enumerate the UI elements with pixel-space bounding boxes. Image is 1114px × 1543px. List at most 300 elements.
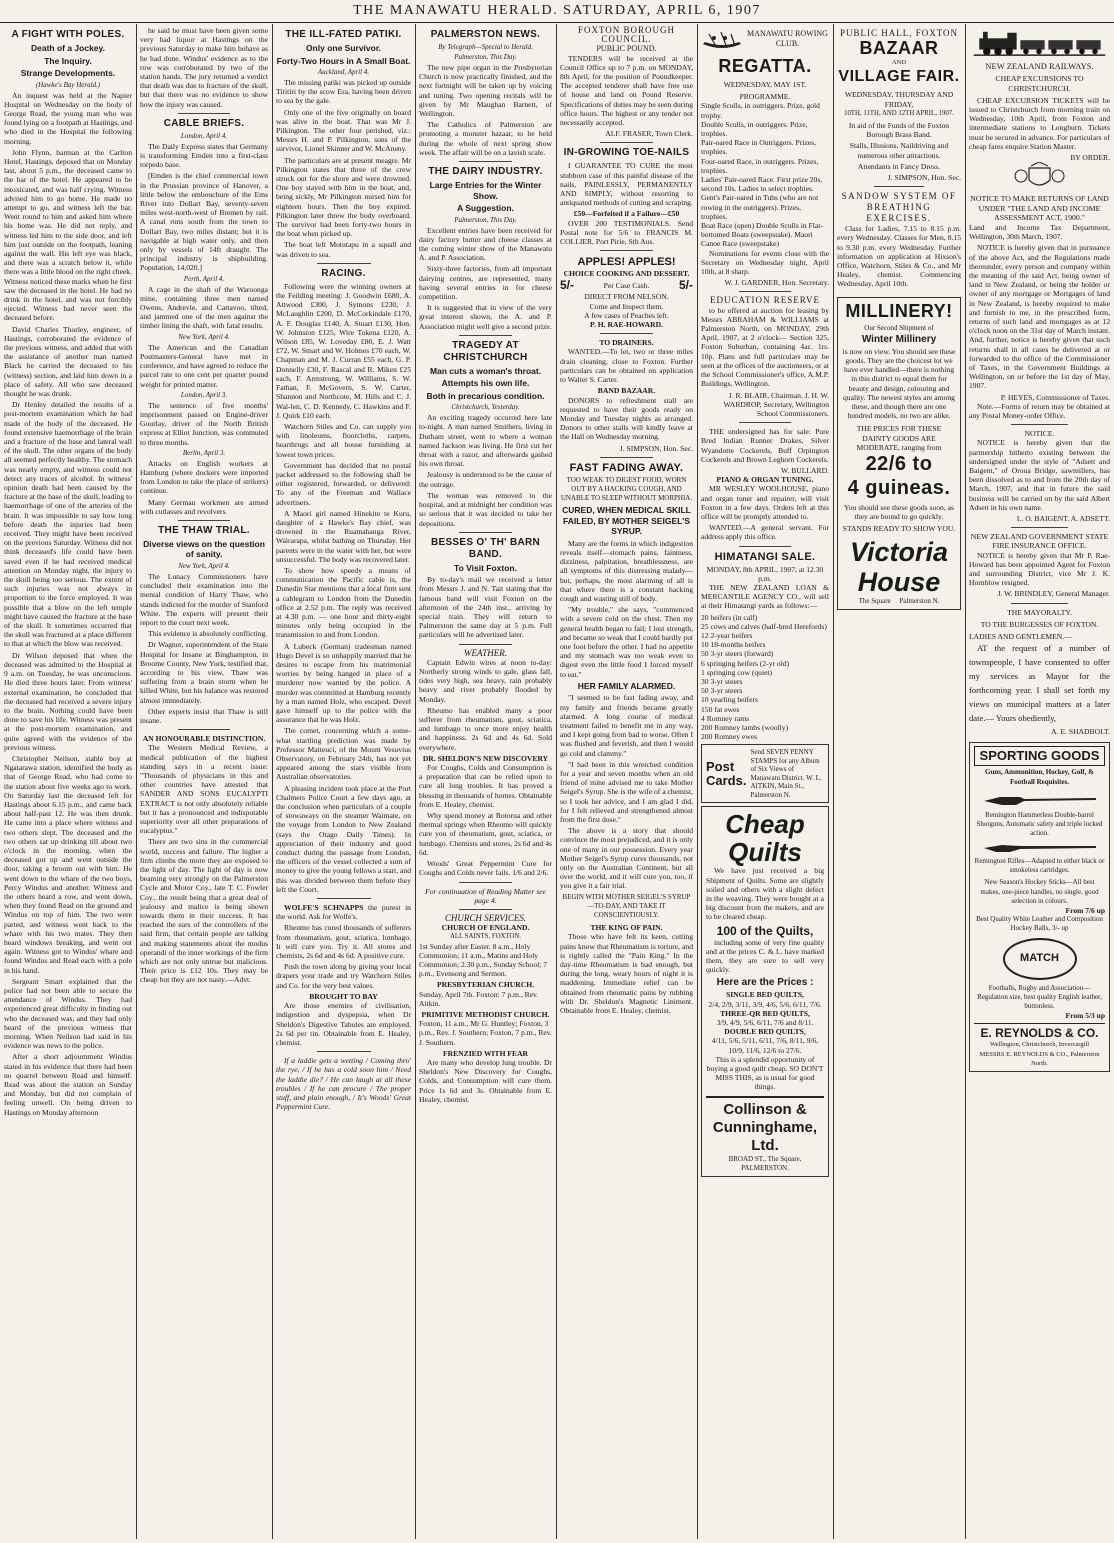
advert-text: Our Second Shipment of bbox=[864, 323, 934, 332]
product-price: From 7/6 up bbox=[1065, 905, 1105, 915]
advert-text: "I seemed to be fast fading away, and my family and friends became greatly alarmed. A long course of medical treatment failed to benefit me in any way, and I kept going from bad to worse. Often I was flushed and feverish, and then I would go cold and clammy." bbox=[560, 693, 693, 758]
advert-text: DIRECT FROM NELSON. bbox=[584, 292, 669, 302]
article-paragraph: Why spend money at Rotorua and other thermal springs when Rheumo will quickly cure you of rheumatism, gout, sciatica, or lumbago. Chemists and stores, 2s 6d and 4s 6d. bbox=[419, 811, 552, 857]
stock-item: 150 fat ewes bbox=[701, 704, 740, 714]
advert-signature: A. E. SHADBOLT. bbox=[1051, 727, 1110, 737]
headline: THE ILL-FATED PATIKI. bbox=[285, 29, 402, 40]
article-paragraph: Sergeant Smart explained that the police had not been able to secure the attendance of Windus. They had experienced great difficulty in finding out who the deceased was, and they had only heard of the previous witness that morning. When Neilson had said in his evidence was news to the police. bbox=[4, 976, 132, 1051]
column-rule bbox=[272, 24, 273, 1539]
article-paragraph: A pleasing incident took place at the Port Chalmers Police Court a few days ago, at the conclusion when particulars of a couple of stowaways on the steamer Waimate, on the voyage from London to New Zealand (says the Otago Daily Times). In appreciation of their industry and good conduct during the passage from London, the officers of the vessel collected a sum of money to give the young fellows a start, and this was divided between them before they left the Court. bbox=[276, 783, 411, 894]
subheading: Death of a Jockey. bbox=[30, 43, 105, 53]
advert-subheading: Winter Millinery bbox=[861, 333, 937, 345]
advert-callout: STANDS READY TO SHOW YOU. bbox=[842, 523, 956, 533]
advert-text: You should see these goods soon, as they are bound to go quickly. bbox=[844, 503, 954, 522]
advert-subheading: CURED, WHEN MEDICAL SKILL FAILED, BY MOTHER SEIGEL'S SYRUP. bbox=[562, 505, 691, 537]
article-paragraph: Dr Wagner, superintendent of the State Hospital for Insane at Binghampton, in Broome County, New York, testified that, according to his view, Thaw was suffering from a brain storm when he killed White, but his balance was restored almost immediately. bbox=[140, 640, 268, 705]
dateline: Auckland, April 4. bbox=[317, 68, 370, 76]
article-paragraph: Christopher Neilson, stable boy at Ngatarawa station, identified the body as that of George Read, who had come to the station about five weeks ago to work. On Saturday last the deceased left for Hastings about 6.15 p.m., and came back about half-past 12. He was then drunk. He came into a place where witness and two others slept. The deceased and the two others sat up drinking till about two o'clock in the morning, when the deceased got up and went outside the door, taking a broom out with him. He went down to the whare of the two boys, Percy Windus and another. Witness and the others heard a row, and went down, when they found Read on the ground and Windus on top of him. The two were parted, and witness went back to the whare with his two mates. They then heard windows breaking, and went out again. Witness got to Windus' whare and found Windus and Read each with a pole in his hand. bbox=[4, 753, 132, 975]
advert-text: NOTICE is hereby given that in pursuance of the above Act, and the Regulations made thereunder, every person and company within the meaning of the said Act, being owner of land in New Zealand, or being the holder or owner of any mortgage or Mortgages of land in New Zealand, is hereby required to make and furnish to me, in the prescribed form, returns of such land and mortgages as at 12 o'clock noon on the 31st day of March instant. And, further, notice is hereby given that such returns shall in all cases be delivered at or forwarded to the office of the Commissioner of Taxes, in the Government Buildings at Wellington, on or before the 1st day of May, 1907. bbox=[969, 243, 1110, 391]
article-paragraph: Push the town along by giving your local drapers your trade and try Watchorn Stiles and Co. for the very best values. bbox=[276, 962, 411, 990]
article-paragraph: To show how speedy a means of communication the Pacific cable is, the Dunedin Star mentions that a local firm sent a cablegram to London from the Dunedin office at 2.52 p.m. The reply was received at 4.30 p.m. — one hour and thirty-eight minutes only being occupied in the transmission to and from London. bbox=[276, 565, 411, 640]
article-paragraph: After a short adjournment Windus stated in his evidence that there had been no quarrel between Read and himself. Read was about the station on Sunday and Monday, but did not complain of feeling unwell. On being driven to Hastings on Monday afternoon bbox=[4, 1052, 132, 1117]
subheading: The Inquiry. bbox=[44, 55, 92, 66]
sporting-goods-advert bbox=[969, 742, 1110, 1071]
price: 4 guineas. bbox=[847, 477, 951, 500]
coat-of-arms-icon bbox=[969, 162, 1110, 192]
article-paragraph: Excellent entries have been received for dairy factory butter and cheese classes at the coming winter show of the Manawatu A. and P. Association. bbox=[419, 225, 552, 263]
advert-signature: W. J. GARDNER, Hon. Secretary. bbox=[724, 278, 829, 288]
firm-name bbox=[706, 1096, 824, 1155]
advert-heading: MILLINERY! bbox=[845, 300, 953, 321]
divider bbox=[178, 113, 229, 114]
price-list: 3/9, 4/9, 5/6, 6/11, 7/6 and 8/11. bbox=[716, 1018, 814, 1028]
divider bbox=[459, 882, 512, 883]
product-text: Best Quality White Leather and Composition Hockey Balls, 3/- up bbox=[976, 915, 1103, 933]
dateline: New York, April 4. bbox=[178, 561, 230, 570]
church-name: PRIMITIVE METHODIST CHURCH. bbox=[421, 1009, 550, 1019]
advert-signature: ALF. FRASER, Town Clerk. bbox=[605, 129, 693, 139]
column-8 bbox=[969, 26, 1110, 1536]
article-paragraph: The Lunacy Commissioners have concluded their examination into the mental condition of Harry Thaw, who stands indicted for the murder of Stanford White. The experts will present their report to the court next week. bbox=[140, 571, 268, 627]
continuation-note: For continuation of Reading Matter see page 4. bbox=[425, 886, 546, 905]
advert-heading: FAST FADING AWAY. bbox=[569, 461, 684, 474]
stock-item: 50 3-yr steers (forward) bbox=[701, 649, 774, 659]
advert-text: the purest in the world. Ask for Wolfe's. bbox=[276, 903, 411, 922]
divider bbox=[459, 644, 512, 645]
verse: If a laddie gets a wetting / Coming thro' the rye, / If he has a cold soon him / Need the laddie die? / He can laugh at all these troubles / If he can procure / The proper stuff, and plain enough, / It's Woods' Great Peppermint Cure. bbox=[276, 1056, 411, 1112]
stock-item: 4 Romney rams bbox=[701, 713, 750, 723]
programme-item: Single Sculls, in outriggers. Prize, gold trophy. bbox=[701, 101, 820, 120]
column-rule bbox=[833, 24, 834, 1539]
article-paragraph: [Emden is the chief commercial town in the Prussian province of Hanover, a little below the embouchure of the Ems River into Dollart Bay, seventy-seven miles west-north-west of Bremen by rail. A canal runs south from the town to Dollart Bay, two miles distant; but it is navigable at high water only, and then only by vessels of 14ft draught. The principal industry is shipbuilding. Population, 14,020.] bbox=[140, 171, 268, 273]
advert-text: MR WESLEY WOOLHOUSE, piano and organ tuner and repairer, will visit Foxton in a few days. Orders left at this office will be promptly attended to. bbox=[701, 484, 829, 521]
advert-text: CHEAP EXCURSION TICKETS will be issued to Christchurch from morning train on Wednesday, 10th April, from Foxton and intermediate stations to Longburn. Tickets must be secured in advance. For particulars of cheap fares enquire Station Master. bbox=[969, 95, 1110, 151]
price-row bbox=[560, 278, 693, 292]
article-paragraph: The boat left Motutapu in a squall and was driven to sea. bbox=[276, 240, 411, 259]
programme-item: Gent's Pair-oared in Tubs (who are not rowing in the outriggers). Prizes, trophies. bbox=[701, 193, 819, 221]
firm-name-line: Collinson & bbox=[723, 1100, 807, 1118]
column-6 bbox=[701, 26, 829, 1536]
divider bbox=[1011, 603, 1067, 604]
masthead: THE MANAWATU HERALD. SATURDAY, APRIL 6, 1907 bbox=[0, 0, 1114, 23]
stock-item: 50 3-yr steers bbox=[701, 686, 743, 696]
dateline: Berlin, April 3. bbox=[182, 448, 226, 457]
advert-text: NOTICE is hereby given that Mr P. Rae-Howard has been appointed Agent for Foxton and surrounding District, vice Mr J. K. Hornblow resigned. bbox=[969, 550, 1110, 588]
divider bbox=[600, 333, 653, 334]
article-paragraph: An exciting tragedy occurred here late to-night. A man named Smithers, living in Durham street, went to where a woman named Jackson was living. He first cut her throat with a razor, and afterwards gashed his own throat. bbox=[419, 413, 552, 469]
telegraph-line: By Telegraph—Special to Herald. bbox=[438, 43, 533, 51]
advert-heading: IN-GROWING TOE-NAILS bbox=[563, 147, 690, 159]
price-list: 2/4, 2/9, 3/11, 3/9, 4/6, 5/6, 6/11, 7/6. bbox=[708, 999, 822, 1009]
subheading: BROUGHT TO BAY bbox=[309, 991, 378, 1001]
divider bbox=[874, 186, 924, 187]
firm-name: E. REYNOLDS & CO. bbox=[974, 1023, 1105, 1040]
article-paragraph: Watchorn Stiles and Co. can supply you with linoleums, floorcloths, carpets, hearthrugs and all house furnishing at lowest town prices. bbox=[276, 421, 411, 459]
divider bbox=[600, 250, 653, 251]
price: 22/6 to bbox=[865, 453, 933, 476]
column-4 bbox=[419, 26, 552, 1536]
subheading: A Suggestion. bbox=[457, 203, 514, 214]
church-name: CHURCH OF ENGLAND. bbox=[441, 923, 530, 933]
advert-text: DONORS to refreshment stall are requested to have their goods ready on Monday and Tuesday nights as arranged. Donors to other stalls will kindly leave at the Hall on Wednesday morning. bbox=[560, 395, 693, 442]
advert-date: Land and Income Tax Department, Wellington, 30th March, 1907. bbox=[969, 222, 1110, 242]
subheading: To Visit Foxton. bbox=[454, 562, 517, 573]
advert-signature: J. SIMPSON, Hon. Sec. bbox=[619, 443, 693, 453]
postcard-advert bbox=[701, 744, 829, 803]
subheading: Man cuts a woman's throat. bbox=[429, 365, 542, 376]
article-paragraph: Jealousy is understood to be the cause of the outrage. bbox=[419, 470, 552, 489]
advert-heading: SANDOW SYSTEM OF BREATHING EXERCISES. bbox=[841, 191, 957, 224]
column-rule bbox=[697, 24, 698, 1539]
article-paragraph: Dr Henley detailed the results of a post-mortem examination which he had made of the body of the deceased. He found extensive haemorrhage of the brain and a fracture of the base and lateral wall of the skull. The other organs of the body all seemed perfectly healthy. The stomach was nearly empty, and witness could not detect any traces of alcohol. In witness' opinion death had been caused by the fracture at the base of the skull, leading to haemorrhage of one of the arteries of the brain. It was impossible to say how long before death the injuries had been received. They might have been received on the previous Saturday. Witness did not think deceased's life could have been saved even if he had received medical attention on Monday night, the injury to the skull being too serious. The extent of such injuries was not always in proportion to the force employed. It was possible that a blow on the left temple might have caused the fracture at the base of the skull. It sometimes occurred that the skull was fractured at a place different to that at which the blow was received. bbox=[4, 400, 132, 649]
salutation: LADIES AND GENTLEMEN.— bbox=[969, 632, 1072, 642]
advert-signature: W. BULLARD. bbox=[780, 465, 829, 475]
dateline: Palmerston, This Day. bbox=[454, 215, 517, 224]
advert-subheading: PROGRAMME. bbox=[739, 92, 791, 102]
advert-subheading: TO THE BURGESSES OF FOXTON. bbox=[980, 619, 1099, 629]
programme-item: Double Sculls, in outriggers. Prize, trophies. bbox=[701, 119, 808, 139]
stock-item: 1 springing cow (quiet) bbox=[701, 667, 773, 677]
headline: TRAGEDY AT CHRISTCHURCH bbox=[443, 339, 528, 363]
advert-signature: P. HEYES, Commissioner of Taxes. bbox=[1000, 392, 1110, 402]
article-paragraph: An inquest was held at the Napier Hospital on Wednesday on the body of George Read, the young man who was found lying on a footpath at Hastings, and who died in the Hospital the following morning. bbox=[4, 90, 132, 146]
subheading: Only one Survivor. bbox=[305, 43, 382, 53]
advert-heading: VILLAGE FAIR. bbox=[838, 68, 960, 86]
stock-item: 6 springing heifers (2-yr old) bbox=[701, 658, 790, 668]
article-paragraph: This evidence is absolutely conflicting. bbox=[148, 629, 268, 639]
subheading: FRENZIED WITH FEAR bbox=[442, 1048, 529, 1058]
headline: CABLE BRIEFS. bbox=[163, 117, 245, 129]
article-paragraph: Government has decided that no postal packet addressed to the following shall be either registered, forwarded, or delivered: To any of the Freeman and Wallace advertisers. bbox=[276, 460, 411, 507]
store-name: House bbox=[857, 566, 941, 597]
article-paragraph: The missing patiki was picked up outside Tiritiri by the scow Era, having been driven to sea by the gale. bbox=[276, 78, 411, 106]
store-name: Victoria bbox=[849, 536, 949, 567]
article-paragraph: Captain Edwin wires at noon to-day: Northerly strong winds to gale, glass fall, tides very high, sea heavy, rain probably heavy and river probably flooded by Monday. bbox=[419, 657, 552, 704]
railway-train-icon bbox=[969, 29, 1110, 57]
article-paragraph: Rheumo has cured thousands of sufferers from rheumatism, gout, sciatica, lumbago. It will cure you. Try it. All stores and chemists, 2s 6d and 4s 6d. A positive cure. bbox=[276, 923, 411, 961]
article-paragraph: By to-day's mail we received a letter from Messrs J. and N. Tait stating that the famous band will visit Foxton on the afternoon of the 24th inst., arriving by special train. They will return to Palmerston the same day at 5 p.m. Full particulars will be advertised later. bbox=[419, 575, 552, 640]
article-paragraph: A cage in the shaft of the Waroonga mine, containing three men named Owens, Andrevle, and Cattavoo, tilted, and jammed one of the men against the timber lining the shaft, with fatal results. bbox=[140, 284, 268, 331]
dateline: Perth, April 4. bbox=[183, 274, 225, 283]
advert-heading: Post Cards. bbox=[706, 758, 747, 788]
article-paragraph: The Daily Express states that Germany is transforming Emden into a first-class torpedo base. bbox=[140, 141, 268, 170]
advert-subheading: Guns, Ammunition, Hockey, Golf, & Football Requisites. bbox=[985, 768, 1094, 786]
divider bbox=[317, 898, 371, 899]
store-address: The Square Palmerston N. bbox=[858, 596, 940, 605]
product-text: Remington Hammerless Double-barrel Shotguns, Automatic safety and triple locked action. bbox=[976, 811, 1103, 838]
stock-item: 25 cows and calves (half-bred Herefords) bbox=[701, 621, 827, 631]
divider bbox=[459, 909, 512, 910]
article-paragraph: Sixty-three factories, from all important dairying centres, are represented, many having several entries in for cheese competition. bbox=[419, 264, 552, 301]
divider bbox=[317, 263, 371, 264]
advert-heading: HIMATANGI SALE. bbox=[714, 550, 816, 563]
divider bbox=[459, 335, 512, 336]
programme-item: Boat Race (open) Double Sculls in Flat-bottomed Boats (sweepstake). Maori Canoe Race (sweepstake) bbox=[701, 221, 823, 249]
advert-text: TENDERS will be received at the Council Office up to 7 p.m. on MONDAY, 8th April, for the position of Poundkeeper. The accepted tenderer shall have free use of house and land on Pound Reserve. Specifications of duties may be seen during office hours. The highest or any tender not necessarily accepted. bbox=[560, 53, 693, 128]
price: 5/- bbox=[678, 278, 693, 293]
advert-heading: NOTICE TO MAKE RETURNS OF LAND UNDER "THE LAND AND INCOME ASSESSMENT ACT, 1900." bbox=[970, 194, 1109, 223]
advert-heading: THE KING OF PAIN. bbox=[590, 923, 663, 933]
advert-text: AND bbox=[891, 59, 907, 67]
headline: PALMERSTON NEWS. bbox=[430, 29, 541, 40]
advert-text: The above is a story that should convince the most prejudiced, and it is only one of many in our possession. Every year Mother Seigel's Syrup cures thousands, not only on the Australian Continent, but all over the world, and it will cure you, too, if you give it a fair trial. bbox=[560, 826, 693, 891]
advert-subheading: HER FAMILY ALARMED. bbox=[577, 680, 676, 691]
column-rule bbox=[136, 24, 137, 1539]
advert-text: NOTICE is hereby given that the partnership hitherto existing between the undersigned under the style of "Adsett and Baigent," of Oroua Bridge, sawmillers, has been dissolved as to and from the 20th day of March, 1907, and that in future the said business will be carried on by the said Albert Adsett in his own name. bbox=[969, 438, 1110, 512]
service-times: 1st Sunday after Easter. 8 a.m., Holy Communion; 11 a.m., Matins and Holy Communion; 2.30 p.m., Sunday School; 7 p.m., Evensong and Sermon. bbox=[419, 941, 548, 979]
advert-text: including some of very fine quality and at the prices C. & L. have marked them, they are sure to sell very quickly. bbox=[706, 937, 824, 975]
advert-signature: L. O. BAIGENT. A. ADSETT. bbox=[1016, 514, 1110, 524]
dateline: (Hawke's Bay Herald.) bbox=[35, 80, 101, 89]
advert-text: Nominations for events close with the Secretary on Wednesday night, April 10th, at 8 sharp. bbox=[701, 248, 829, 277]
stock-item: 20 heifers (in calf) bbox=[701, 612, 758, 622]
article-paragraph: For Coughs, Colds and Consumption is a preparation that can be relied upon to cure all lung troubles. It has proved a blessing in thousands of homes. Obtainable from E. Healey, chemist. bbox=[419, 763, 552, 809]
advert-note: Note.—Forms of return may be obtained at any Postal Money-order Office. bbox=[969, 401, 1110, 420]
advert-text: is now on view. You should see these goods. They are the choicest lot we have ever handled—there is nothing in this district to equal them for beauty and design, colouring and quality. The newest styles are among these, and though there are one hundred models, no two are alike. bbox=[842, 346, 956, 421]
advert-heading: NEW ZEALAND RAILWAYS. bbox=[985, 61, 1094, 72]
stock-item: 10 18-months heifers bbox=[701, 640, 766, 650]
advert-text: OVER 200 TESTIMONIALS. Send Postal note for 5/6 to FRANCIS M. COLLIER, Port Pirie, Sth Aus. bbox=[560, 218, 693, 247]
advert-heading: BAZAAR bbox=[859, 38, 939, 59]
column-rule bbox=[556, 24, 557, 1539]
dateline: Palmerston, This Day. bbox=[454, 53, 517, 61]
article-paragraph: David Charles Thorley, engineer, of Hastings, corroborated the evidence of the previous witness, and added that with the assistance of another man named Black he carried the deceased to his (witness) section, and laid him down in a place of safety. All who saw deceased thought he was drunk. bbox=[4, 324, 132, 398]
article-paragraph: The woman was removed to the hospital, and at midnight her condition was so serious that it was decided to take her depositions. bbox=[419, 490, 552, 528]
article-paragraph: Many German workmen are armed with cutlasses and revolvers. bbox=[140, 497, 268, 516]
article-paragraph: Are those enemies of civilisation, indigestion and dyspepsia, when Dr Sheldon's Digestive Tabules are employed. 2s 6d per tin. Obtainable from E. Healey, chemist. bbox=[276, 1001, 411, 1047]
programme-item: Ladies' Pair-oared Race. First prize 20s, second 10s. Ladies to select trophies. bbox=[701, 175, 823, 194]
advert-subheading: Here are the Prices : bbox=[716, 977, 814, 989]
column-rule bbox=[965, 24, 966, 1539]
dateline: New York, April 4. bbox=[178, 332, 230, 341]
advert-heading: SPORTING GOODS bbox=[974, 746, 1105, 766]
firm-branches: Wellington, Christchurch, Invercargill bbox=[990, 1041, 1089, 1049]
rifle-icon bbox=[980, 839, 1100, 855]
advert-text: "I had been in this wretched condition for a year and seven months when an old friend of mine advised me to take Mother Seigel's Syrup. She is the wife of a chemist, so I took her advice, and I am glad I did, for I felt relieved and strengthened almost from the first dose." bbox=[560, 759, 693, 825]
programme-item: Pair-oared Race in Outriggers. Prizes, trophies. bbox=[701, 138, 816, 157]
service-times: Sunday, April 7th. Foxton: 7 p.m., Rev. Aitkin. bbox=[419, 989, 539, 1008]
advert-text: This is a splendid opportunity of buying a good quilt cheap. SO DON'T MISS THIS, as is usual for good things. bbox=[706, 1054, 824, 1092]
advert-text: A few cases of Peaches left. bbox=[584, 310, 669, 320]
advert-text: I GUARANTEE TO CURE the most stubborn case of this painful disease of the nails, PAINLESSLY, PERMANENTLY AND SIMPLY, without resorting to antiquated methods of cutting and scraping. bbox=[560, 161, 693, 208]
stock-item: 200 Romney lambs (woolly) bbox=[701, 723, 789, 732]
subheading: Attempts his own life. bbox=[441, 378, 530, 389]
advert-subheading: CHOICE COOKING AND DESSERT. bbox=[563, 269, 690, 279]
divider bbox=[459, 532, 512, 533]
price-category: THREE-QR BED QUILTS, bbox=[720, 1008, 810, 1018]
article-paragraph: Dr Wilson deposed that when the deceased was admitted to the Hospital at 9 a.m. on Tuesday, he was unconscious. He died three hours later. From witness' external examination, he concluded that the deceased had received a severe injury to the brain. Nothing could have been done to save his life. Witness was present at the post-mortem examination, and quite agreed with the evidence of the previous witness. bbox=[4, 650, 132, 752]
subheading: WEATHER. bbox=[464, 647, 507, 658]
advert-text: We have just received a big Shipment of Quilts. Some are slightly soiled and others with a slight defect in the weaving. They were bought at a big discount from the makers, and are to be cleared cheap. bbox=[706, 866, 824, 922]
article-paragraph: Are many who develop lung trouble. Dr Sheldon's New Discovery for Coughs, Colds, and Consumption will cure them. Price 1s 6d and 3s. Obtainable from E. Healey, chemist. bbox=[419, 1057, 552, 1104]
article-paragraph: A Maori girl named Hinekite te Kuru, daughter of a Hawke's Bay chief, was drowned in the Ruamahanga River, Wairarapa, whilst bathing on Thursday. Her parents were in the water with her, but were unsuccessful. The body was recovered later. bbox=[276, 508, 411, 564]
advert-callout: £50—Forfeited if a Failure—£50 bbox=[573, 209, 680, 219]
advert-date: WEDNESDAY, THURSDAY AND FRIDAY, bbox=[844, 90, 954, 109]
article-paragraph: The comet, concerning which a some-what startling prediction was made by Professor Matteuci, of the Mount Vesuvius Observatory, on February 24th, has not yet appeared among the stars visible from Australian observatories. bbox=[276, 726, 411, 782]
article-paragraph: It is suggested that in view of the very great interest shown, the A. and P. Association might well give a second prize. bbox=[419, 303, 552, 331]
subheading: Large Entries for the Winter Show. bbox=[429, 180, 542, 201]
dateline: London, April 4. bbox=[180, 131, 228, 140]
divider bbox=[178, 729, 229, 730]
column-5 bbox=[560, 26, 693, 1536]
advert-heading: REGATTA. bbox=[718, 56, 812, 76]
divider bbox=[459, 161, 512, 162]
article-paragraph: The Western Medical Review, a medical publication of the highest standing says in a recent issue: "Thousands of physicians in this and other countries have attested that SANDER AND SONS EUCALYPTI EXTRACT is not only absolutely reliable but it has a pronounced and indisputable superiority over all other preparations of eucalyptus." bbox=[140, 743, 268, 836]
firm-address: MESSRS E. REYNOLDS & CO., Palmerston North. bbox=[979, 1050, 1100, 1067]
advert-text: In aid of the Funds of the Foxton Borough Brass Band. bbox=[848, 121, 950, 140]
advert-signature: P. H. RAE-HOWARD. bbox=[590, 320, 663, 330]
firm-address: BROAD ST., The Square, PALMERSTON. bbox=[728, 1154, 802, 1172]
advert-callout: 100 of the Quilts, bbox=[716, 923, 814, 938]
product-text: Remington Rifles—Adapted to either black or smokeless cartridges. bbox=[974, 856, 1105, 875]
advert-text: Those who have felt its keen, cutting pains know that Rheumatism is torture, and is rightly called the "Pain King." In the day-time Rheumatism is bad enough, but during the long, weary hours of night it is maddening. Immediate relief can be obtained from rheumatic pains by rubbing with Dr. Sheldon's Magnetic Liniment. Obtainable from E. Healey, chemist. bbox=[560, 932, 693, 1016]
column-rule bbox=[415, 24, 416, 1539]
divider bbox=[600, 457, 653, 458]
shotgun-icon bbox=[980, 789, 1100, 809]
advert-heading: PUBLIC HALL, FOXTON bbox=[839, 28, 959, 38]
advert-text: THE undersigned has for sale: Pure Bred Indian Runner Drakes, Silver Wyandotte Cockerels, Buff Orpington Cockerels and Brown Leghorn Cockerels. bbox=[701, 427, 829, 464]
advert-text: to be offered at auction for leasing by Messrs ABRAHAM & WILLIAMS at Palmerston North, on MONDAY, 29th April, 1907, at 2 o'clock— Section 325, Foxton Suburban, containing 4ac. 1rs. 10p. Plans and full particulars may be seen at the offices of the auctioneers, or at the School Commissioner's office, A.M.P. Buildings, Wellington. bbox=[701, 305, 829, 389]
advert-heading: FOXTON BOROUGH COUNCIL. bbox=[577, 26, 676, 45]
church-parish: ALL SAINTS, FOXTON. bbox=[450, 933, 521, 941]
column-7 bbox=[837, 26, 961, 1536]
advert-signature: J. SIMPSON, Hon. Sec. bbox=[887, 173, 961, 183]
advert-text: WANTED.—A general servant. For address apply this office. bbox=[701, 523, 829, 542]
column-2 bbox=[140, 26, 268, 1536]
divider bbox=[600, 142, 653, 143]
divider bbox=[1011, 527, 1067, 528]
quilts-advert bbox=[701, 806, 829, 1177]
advert-heading: Cheap bbox=[725, 809, 805, 840]
subheading: CHURCH SERVICES. bbox=[444, 912, 527, 923]
article-paragraph: Woods' Great Peppermint Cure for Coughs and Colds never fails. 1/6 and 2/6. bbox=[419, 859, 552, 878]
price: 5/- bbox=[560, 278, 575, 293]
advert-subheading: PUBLIC POUND. bbox=[596, 44, 657, 54]
advert-text: "My trouble," she says, "commenced with a severe cold on the chest. Then my general health began to fail; I lost strength, and became so weak that I could hardly put one foot before the other. I had no appetite and my stomach was too weak even to digest even the little food I forced myself to eat." bbox=[560, 605, 693, 679]
advert-heading: EDUCATION RESERVE bbox=[709, 295, 821, 306]
advert-date: MONDAY, 8th APRIL, 1907, at 12.30 p.m. bbox=[706, 564, 824, 583]
stock-item: 30 3-yr steers bbox=[701, 676, 743, 686]
article-paragraph: A Lubeck (German) tradesman named Hugo Devel is so unhappily married that he desires to escape from his matrimonial worries by being hanged in place of a murderer now wanted by the police. A murder was committed at Hamburg recently by a man named Holz, who escaped. Devel gave himself up to the police with the assurance that he was Holz. bbox=[276, 641, 411, 725]
article-paragraph: The particulars are at present meagre. Mr Pilkington states that three of the crew struck out for the shore and were drowned. One boy stayed with him in the boat, and, being sickly, Mr Pilkington nursed him for eighteen hours. Then the boy expired. Pilkington later threw the body overboard. The survivor had been forty-two hours in the boat when picked up. bbox=[276, 155, 411, 239]
advert-signature: BY ORDER. bbox=[1070, 153, 1110, 163]
subheading: Forty-Two Hours in A Small Boat. bbox=[276, 55, 411, 66]
advert-text: WANTED.—To let, two or three miles drain cleaning, close to Foxton. Further particulars can be obtained on application to Walter S. Carter. bbox=[560, 347, 693, 385]
article-paragraph: Rheumo has enabled many a poor sufferer from rheumatism, gout, sciatica, and lumbago to once more enjoy health and happiness. 2s 6d and 4s 6d. Sold everywhere. bbox=[419, 705, 552, 752]
advert-text: Send SEVEN PENNY STAMPS for any Album of Six Views of Manawatu District. W. L. AITKIN, Main St., Palmerston N. bbox=[750, 748, 822, 799]
dateline: Christchurch, Yesterday. bbox=[451, 403, 520, 412]
price-note: Per Case Cash. bbox=[603, 280, 650, 290]
advert-text: THE NEW ZEALAND LOAN & MERCANTILE AGENCY CO., will sell at their Himatangi yards as follows:— bbox=[701, 582, 829, 611]
article-paragraph: There are two sins in the commercial world, success and failure. The higher a firm climbs the more they are exposed to the light of day. The light of day is now beaming very strongly on the Palmerston Cycle and Motor Coy., late T. C. Fowler Coy., the result being that a great deal of jealousy and malice is being shown towards them in their success. It has reached the ears of the controllers of the said firm, that certain people are talking and making statements about the modus operandi of the inner workings of the firm which are not only untrue but malicious. Their price is £12 10s. They may be cheap but they are not nasty.—Advt. bbox=[140, 837, 268, 985]
column-3 bbox=[276, 26, 411, 1536]
advert-heading: Quilts bbox=[728, 837, 802, 868]
advert-date: WEDNESDAY, MAY 1ST. bbox=[723, 80, 807, 89]
advert-signature: J. W. BRINDLEY, General Manager. bbox=[997, 589, 1110, 599]
headline: THE DAIRY INDUSTRY. bbox=[428, 166, 543, 178]
advert-heading: NEW ZEALAND GOVERNMENT STATE FIRE INSURANCE OFFICE. bbox=[970, 532, 1109, 551]
stock-item: 12 2-year heifers bbox=[701, 630, 753, 640]
headline: A FIGHT WITH POLES. bbox=[11, 29, 125, 40]
rowing-header bbox=[701, 26, 829, 52]
advert-subheading: CHEAP EXCURSIONS TO CHRISTCHURCH. bbox=[995, 74, 1084, 93]
divider bbox=[1011, 424, 1067, 425]
product-text: New Season's Hockey Sticks—All best makes, one-piece handles, no single, good selection in colours. bbox=[980, 878, 1099, 905]
subheading: AN HONOURABLE DISTINCTION. bbox=[142, 734, 266, 744]
divider bbox=[178, 520, 229, 521]
subheading: Both in precarious condition. bbox=[426, 390, 545, 401]
divider bbox=[317, 1051, 371, 1052]
divider bbox=[739, 422, 790, 423]
advert-callout: BEGIN WITH MOTHER SEIGEL'S SYRUP—TO-DAY, AND TAKE IT CONSCIENTIOUSLY. bbox=[562, 892, 691, 920]
logo-text: MATCH bbox=[1020, 951, 1059, 964]
advert-text: AT the request of a number of townspeople, I have consented to offer my services as Mayor for the forthcoming year. I shall set forth my views on municipal matters at a later date.— Yours obediently, bbox=[969, 643, 1110, 724]
advert-heading: MANAWATU ROWING CLUB. bbox=[747, 29, 828, 48]
advert-signature: J. R. BLAIR, Chairman. J. H. W. WARDROP, Secretary, Wellington School Commissioners. bbox=[723, 390, 829, 418]
article-paragraph: Other experts insist that Thaw is still insane. bbox=[140, 706, 268, 725]
advert-text: THE PRICES FOR THESE DAINTY GOODS ARE MODERATE, ranging from bbox=[856, 424, 942, 452]
firm-name-line: Cunninghame, Ltd. bbox=[712, 1118, 818, 1154]
subheading: Strange Developments. bbox=[20, 68, 116, 78]
advert-text: Class for Ladies, 7.15 to 8.15 p.m. every Wednesday. Classes for Men, 8.15 to 9.30 p.m. every Wednesday. Further information on application at Hixson's Office, Watchorn, Stiles & Co., and Mr Healey, chemist. Commencing Wednesday, April 10th. bbox=[837, 224, 961, 289]
product-price: From 5/3 up bbox=[1065, 1011, 1105, 1021]
advert-heading: PIANO & ORGAN TUNING. bbox=[716, 475, 814, 485]
church-name: PRESBYTERIAN CHURCH. bbox=[436, 980, 535, 990]
headline: THE THAW TRIAL. bbox=[158, 524, 250, 536]
price-category: DOUBLE BED QUILTS, bbox=[724, 1027, 806, 1037]
headline: RACING. bbox=[321, 267, 366, 279]
article-paragraph: The sentence of five months' imprisonment passed on Engine-driver Gourlay, driver of the North British express at Elliot Junction, was commuted to three months. bbox=[140, 400, 268, 447]
article-paragraph: Following were the winning owners at the Feilding meeting: J. Goodwin £680, A. Attwood £300, J. Symons £230, J. McLaughlin £200, D. McCorkindale £170, A. F. Douglas £140, A. Stuart £130, Hon. W. Johnston £125, Wire Tokena £120, A. Wilson £85, W. Loveday £80, E. J. Watt £72, W. Smart and W. Holmes £70 each, W. Chapman and M. J. Curran £55 each, G. P. Donnelly £30, F. Rascal and R. Miken £25 each, F. Armstrong, W. Williams, S. W. Fathan, F. McGovern, S. W. Carter, Shannon and Northcote, M. Hills and C. J. Wal-len, C. D. Kennedy, C. Hawkins and F. J. Quirk £10 each. bbox=[276, 281, 411, 420]
article-paragraph: he said he must have been given some very bad liquor at Hastings on the previous Saturday to make him behave as he had done. Windus' evidence as to the row was corroborated by two of the station hands. The jury returned a verdict that death was due to fracture of the skull, but that there was no evidence to show how the injury was caused. bbox=[140, 26, 268, 109]
advert-text: Attendants in Fancy Dress. bbox=[857, 161, 941, 171]
programme-item: Four-oared Race, in outriggers. Prizes, trophies. bbox=[701, 156, 819, 175]
subheading: Diverse views on the question of sanity. bbox=[143, 538, 265, 560]
article-paragraph: John Flynn, barman at the Carlton Hotel, Hastings, deposed that on Monday last, about 5 p.m., the deceased came to the bar of the hotel. He appeared to be intoxicated, and was half crying. Witness advised him to go home. He made no attempt to go, and witness left the bar. Went round to him and asked him where his home was. He did not reply, and witness led him to the side door, and left him just outside on the footpath, leaning against the wall. His left eye was black, and there was a scratch below it, while there was a little blood on the right cheek. Witness noticed these marks when he first saw the deceased in the hotel. He had no drink in the hotel, and was not forcibly ejected. Witness had never seen the deceased before. bbox=[4, 147, 132, 323]
advert-heading: APPLES! APPLES! bbox=[577, 256, 676, 269]
millinery-advert bbox=[837, 297, 961, 610]
divider bbox=[739, 546, 790, 547]
article-paragraph: Attacks on English workers at Hamburg (where dockers were imported from London to take the place of strikers) continue. bbox=[140, 458, 268, 496]
advert-subheading: TOO WEAK TO DIGEST FOOD, WORN OUT BY A HACKING COUGH, AND UNABLE TO SLEEP WITHOUT MORPHIA. bbox=[560, 475, 693, 503]
column-1 bbox=[4, 26, 132, 1536]
advert-date: 10TH, 11TH, AND 12TH APRIL, 1907. bbox=[844, 109, 954, 117]
advert-heading: WOLFE'S SCHNAPPS bbox=[284, 903, 364, 913]
football-logo bbox=[1003, 938, 1077, 980]
advert-text: Many are the forms in which indigestion reveals itself—stomach pains, faintness, dizziness, palpitation, breathlessness, are all symptoms of this distressing malady—but, perhaps, the most alarming of all is that where there is a constant hacking cough and wasting still of body. bbox=[560, 538, 693, 604]
headline: BESSES O' TH' BARN BAND. bbox=[430, 536, 541, 560]
advert-heading: TO DRAINERS. bbox=[599, 338, 654, 348]
advert-heading: THE MAYORALTY. bbox=[1007, 607, 1072, 617]
service-times: Foxton, 11 a.m., Mr G. Huntley; Foxton, 3 p.m., Rev. J. Southern; Foxton, 7 p.m., Rev. J. Southern. bbox=[419, 1019, 552, 1047]
subheading: DR. SHELDON'S NEW DISCOVERY bbox=[422, 753, 549, 763]
advert-heading: BAND BAZAAR. bbox=[597, 386, 656, 396]
price-category: SINGLE BED QUILTS, bbox=[725, 990, 804, 1000]
article-paragraph: Only one of the five originally on board was alive in the boat. That was Mr J. Pilkington. The other four perished, viz.: Messrs H. and P. Pilkington, sons of the survivor, Lionel Skinner and W. McAneny. bbox=[276, 107, 411, 154]
article-paragraph: The American and the Canadian Postmasters-General have met in conference, and have agreed to reduce the parcel rate to one cent per quarter pound weight for printed matter. bbox=[140, 342, 268, 389]
article-paragraph: The Catholics of Palmerston are promoting a monster bazaar, to be held during the whole of next spring show week. The affair will be on a lavish scale. bbox=[419, 120, 552, 157]
rowing-boat-icon bbox=[701, 26, 743, 52]
product-text: Footballs, Rugby and Association—Regulation size, best quality English leather, buttonless. bbox=[977, 983, 1102, 1010]
article-paragraph: The new pipe organ in the Presbyterian Church is now practically finished, and the next fortnight will be taken up by voicing and tuning. Two opening recitals will be given by Mr Maughan Barnett, of Wellington. bbox=[419, 63, 552, 119]
bazaar-advert bbox=[837, 29, 961, 182]
advert-text: Come and Inspect them. bbox=[589, 301, 664, 311]
stock-list bbox=[701, 613, 829, 742]
stock-item: 200 Romney ewes bbox=[701, 732, 758, 742]
divider bbox=[739, 291, 790, 292]
dateline: London, April 3. bbox=[180, 390, 228, 399]
advert-text: Stalls, Illusions, Naildriving and numerous other attractions. bbox=[849, 141, 949, 160]
